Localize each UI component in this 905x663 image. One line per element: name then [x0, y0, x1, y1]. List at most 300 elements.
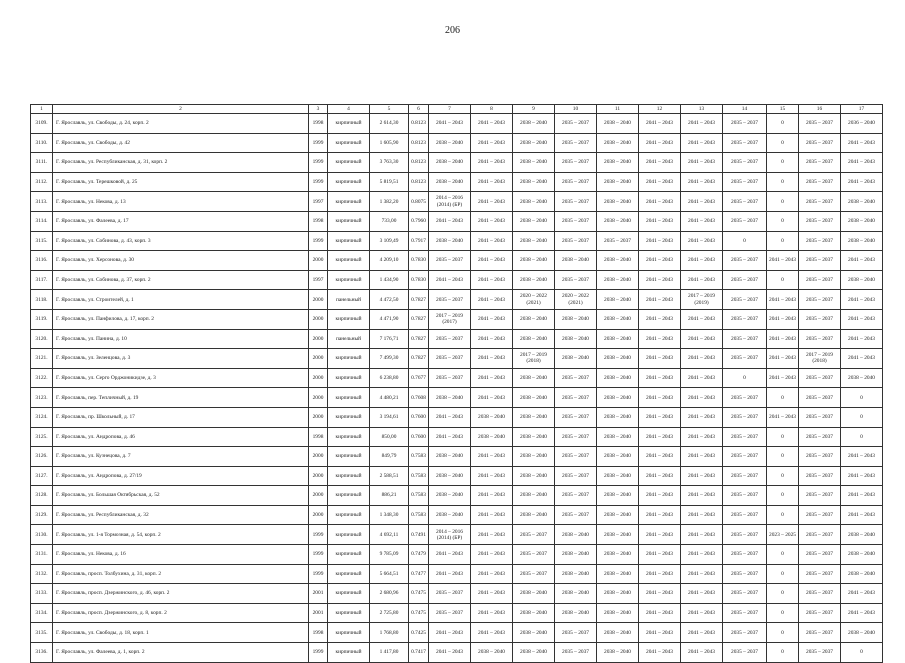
table-cell: 2035 – 2037: [723, 466, 767, 486]
table-cell: 2035 – 2037: [799, 211, 841, 231]
table-cell: 0.7583: [409, 505, 429, 525]
table-row: [31, 329, 883, 349]
table-cell: 2035 – 2037: [555, 486, 597, 506]
column-number-cell: 7: [429, 105, 471, 114]
table-cell: 2035 – 2037: [429, 329, 471, 349]
table-cell: 2041 – 2043: [471, 349, 513, 369]
table-cell: 2041 – 2043: [471, 388, 513, 408]
column-number-cell: 8: [471, 105, 513, 114]
table-row: [31, 349, 883, 369]
table-cell: 2035 – 2037: [429, 368, 471, 388]
table-cell: 0.7475: [409, 584, 429, 604]
table-cell: 2038 – 2040: [597, 211, 639, 231]
address-cell: Г. Ярославль, ул. Серго Орджоникидзе, д. 3: [53, 368, 309, 388]
table-cell: 2035 – 2037: [723, 290, 767, 310]
table-cell: 2035 – 2037: [429, 584, 471, 604]
table-cell: 2038 – 2040: [597, 407, 639, 427]
table-cell: 1999: [309, 643, 328, 663]
table-cell: 2041 – 2043: [639, 349, 681, 369]
table-cell: 2038 – 2040: [513, 114, 555, 134]
table-cell: 2041 – 2043: [429, 407, 471, 427]
table-cell: 2041 – 2043: [639, 329, 681, 349]
table-cell: 2038 – 2040: [597, 525, 639, 545]
table-cell: 2035 – 2037: [723, 584, 767, 604]
table-cell: 2041 – 2043: [681, 172, 723, 192]
address-cell: Г. Ярославль, ул. Свободы, д. 24, корп. 2: [53, 114, 309, 134]
row-number-cell: 3119.: [31, 309, 53, 329]
address-cell: Г. Ярославль, ул. Большая Октябрьская, д. 52: [53, 486, 309, 506]
table-cell: кирпичный: [328, 486, 370, 506]
table-cell: 2041 – 2043: [471, 603, 513, 623]
table-cell: 2 588,51: [370, 466, 409, 486]
table-cell: 2041 – 2043: [639, 211, 681, 231]
table-cell: 2041 – 2043: [681, 192, 723, 212]
address-cell: Г. Ярославль, просп. Дзержинского, д. 46, корп. 2: [53, 584, 309, 604]
address-cell: Г. Ярославль, ул. Панина, д. 10: [53, 329, 309, 349]
column-number-row: [31, 105, 883, 114]
table-cell: 2035 – 2037: [799, 231, 841, 251]
table-cell: 2041 – 2043: [471, 192, 513, 212]
table-cell: 0: [767, 270, 799, 290]
table-cell: 7 499,30: [370, 349, 409, 369]
table-cell: кирпичный: [328, 447, 370, 467]
table-cell: 2035 – 2037: [723, 251, 767, 271]
table-cell: 2041 – 2043: [681, 251, 723, 271]
table-cell: 2035 – 2037: [723, 623, 767, 643]
address-cell: Г. Ярославль, ул. Терешковой, д. 25: [53, 172, 309, 192]
table-cell: 0.8075: [409, 192, 429, 212]
table-cell: 2035 – 2037: [799, 505, 841, 525]
table-cell: 2035 – 2037: [799, 525, 841, 545]
table-cell: 0: [767, 172, 799, 192]
table-cell: 1997: [309, 192, 328, 212]
table-row: [31, 447, 883, 467]
table-cell: 2000: [309, 407, 328, 427]
table-cell: 2035 – 2037: [723, 505, 767, 525]
table-cell: 2038 – 2040: [841, 623, 883, 643]
column-number-cell: 10: [555, 105, 597, 114]
table-row: [31, 427, 883, 447]
table-cell: 2041 – 2043: [639, 505, 681, 525]
table-cell: 2041 – 2043: [471, 584, 513, 604]
table-cell: 0: [767, 153, 799, 173]
table-cell: кирпичный: [328, 153, 370, 173]
table-cell: 2038 – 2040: [841, 270, 883, 290]
table-cell: 2041 – 2043: [767, 309, 799, 329]
table-cell: 2038 – 2040: [597, 153, 639, 173]
table-cell: 2035 – 2037: [555, 368, 597, 388]
table-cell: 0: [767, 486, 799, 506]
table-cell: 2041 – 2043: [471, 486, 513, 506]
table-cell: 0.7600: [409, 427, 429, 447]
table-cell: 2035 – 2037: [555, 388, 597, 408]
table-cell: кирпичный: [328, 231, 370, 251]
table-cell: 2041 – 2043: [639, 153, 681, 173]
table-cell: 2035 – 2037: [799, 407, 841, 427]
table-cell: 2000: [309, 466, 328, 486]
table-cell: 2041 – 2043: [639, 192, 681, 212]
row-number-cell: 3109.: [31, 114, 53, 134]
table-cell: кирпичный: [328, 505, 370, 525]
table-cell: 2035 – 2037: [513, 564, 555, 584]
table-cell: 2 725,80: [370, 603, 409, 623]
table-row: [31, 251, 883, 271]
table-cell: 0.7677: [409, 368, 429, 388]
table-cell: 2038 – 2040: [597, 643, 639, 663]
table-cell: 0.7830: [409, 251, 429, 271]
table-cell: 2038 – 2040: [841, 564, 883, 584]
table-row: [31, 466, 883, 486]
table-row: [31, 270, 883, 290]
table-row: [31, 564, 883, 584]
table-cell: 2035 – 2037: [723, 309, 767, 329]
table-cell: 0.8123: [409, 114, 429, 134]
table-cell: 1999: [309, 564, 328, 584]
table-cell: 2035 – 2037: [597, 231, 639, 251]
table-cell: 1998: [309, 211, 328, 231]
table-cell: 0.7827: [409, 329, 429, 349]
address-cell: Г. Ярославль, ул. Строителей, д. 1: [53, 290, 309, 310]
table-cell: 0: [767, 388, 799, 408]
row-number-cell: 3134.: [31, 603, 53, 623]
table-cell: 2035 – 2037: [799, 329, 841, 349]
column-number-cell: 12: [639, 105, 681, 114]
address-cell: Г. Ярославль, ул. Андропова, д. 27/19: [53, 466, 309, 486]
column-number-cell: 13: [681, 105, 723, 114]
table-row: [31, 192, 883, 212]
table-cell: 2041 – 2043: [841, 309, 883, 329]
table-cell: 2038 – 2040: [555, 564, 597, 584]
table-cell: 2038 – 2040: [555, 603, 597, 623]
row-number-cell: 3117.: [31, 270, 53, 290]
table-cell: 2001: [309, 603, 328, 623]
table-cell: 2041 – 2043: [841, 329, 883, 349]
table-cell: 2041 – 2043: [471, 545, 513, 565]
table-cell: 2041 – 2043: [639, 486, 681, 506]
table-cell: 2038 – 2040: [597, 388, 639, 408]
table-row: [31, 133, 883, 153]
table-cell: 2035 – 2037: [555, 192, 597, 212]
table-cell: 2038 – 2040: [841, 545, 883, 565]
table-row: [31, 368, 883, 388]
row-number-cell: 3122.: [31, 368, 53, 388]
table-cell: кирпичный: [328, 251, 370, 271]
table-cell: 0.7477: [409, 564, 429, 584]
table-cell: 2041 – 2043: [841, 603, 883, 623]
table-cell: 0.7917: [409, 231, 429, 251]
table-cell: 0.7417: [409, 643, 429, 663]
row-number-cell: 3116.: [31, 251, 53, 271]
table-cell: 2038 – 2040: [513, 368, 555, 388]
row-number-cell: 3121.: [31, 349, 53, 369]
table-cell: 0: [767, 466, 799, 486]
table-cell: 2038 – 2040: [471, 427, 513, 447]
table-cell: 2041 – 2043: [471, 133, 513, 153]
table-cell: 0: [841, 643, 883, 663]
table-cell: кирпичный: [328, 368, 370, 388]
table-cell: 0: [767, 231, 799, 251]
table-cell: 2041 – 2043: [681, 133, 723, 153]
table-cell: 2038 – 2040: [429, 231, 471, 251]
table-cell: кирпичный: [328, 525, 370, 545]
table-cell: 2038 – 2040: [429, 172, 471, 192]
column-number-cell: 15: [767, 105, 799, 114]
row-number-cell: 3131.: [31, 545, 53, 565]
table-cell: 2035 – 2037: [799, 368, 841, 388]
table-cell: 2038 – 2040: [513, 309, 555, 329]
table-cell: 2041 – 2043: [639, 427, 681, 447]
table-cell: 2041 – 2043: [639, 251, 681, 271]
table-cell: 2038 – 2040: [597, 486, 639, 506]
row-number-cell: 3120.: [31, 329, 53, 349]
table-cell: 2035 – 2037: [799, 564, 841, 584]
table-cell: 2038 – 2040: [597, 133, 639, 153]
table-cell: 2038 – 2040: [429, 153, 471, 173]
table-cell: 2035 – 2037: [799, 172, 841, 192]
row-number-cell: 3127.: [31, 466, 53, 486]
table-cell: 2041 – 2043: [681, 603, 723, 623]
table-row: [31, 231, 883, 251]
table-cell: 2041 – 2043: [429, 643, 471, 663]
table-cell: 2035 – 2037: [799, 114, 841, 134]
table-cell: 2035 – 2037: [555, 114, 597, 134]
row-number-cell: 3115.: [31, 231, 53, 251]
table-cell: 2041 – 2043: [681, 388, 723, 408]
table-cell: 2035 – 2037: [555, 623, 597, 643]
table-cell: 2035 – 2037: [723, 447, 767, 467]
table-cell: кирпичный: [328, 114, 370, 134]
table-cell: 2035 – 2037: [799, 643, 841, 663]
table-row: [31, 584, 883, 604]
table-row: [31, 643, 883, 663]
table-cell: 2041 – 2043: [841, 447, 883, 467]
table-cell: 2035 – 2037: [723, 172, 767, 192]
table-cell: 0: [841, 388, 883, 408]
address-cell: Г. Ярославль, ул. Республиканская, д. 32: [53, 505, 309, 525]
table-cell: 2014 – 2016 (2014) (БР): [429, 525, 471, 545]
table-cell: 2035 – 2037: [429, 603, 471, 623]
address-cell: Г. Ярославль, ул. Свободы, д. 18, корп. 1: [53, 623, 309, 643]
column-number-cell: 11: [597, 105, 639, 114]
table-cell: 2041 – 2043: [767, 368, 799, 388]
table-cell: 4 480,21: [370, 388, 409, 408]
table-cell: 3 763,30: [370, 153, 409, 173]
address-cell: Г. Ярославль, ул. 1-я Тормозная, д. 54, корп. 2: [53, 525, 309, 545]
table-cell: 2041 – 2043: [767, 329, 799, 349]
table-cell: 2038 – 2040: [841, 525, 883, 545]
table-cell: 0.8123: [409, 153, 429, 173]
table-cell: 2041 – 2043: [639, 270, 681, 290]
row-number-cell: 3133.: [31, 584, 53, 604]
table-cell: 2041 – 2043: [639, 114, 681, 134]
table-cell: 2041 – 2043: [639, 133, 681, 153]
table-cell: 2041 – 2043: [841, 290, 883, 310]
table-cell: 2035 – 2037: [555, 270, 597, 290]
table-cell: 2041 – 2043: [681, 407, 723, 427]
table-cell: 2000: [309, 349, 328, 369]
table-cell: 7 176,71: [370, 329, 409, 349]
table-cell: 2038 – 2040: [555, 525, 597, 545]
table-cell: 2035 – 2037: [555, 466, 597, 486]
table-cell: 0.7960: [409, 211, 429, 231]
table-cell: 1998: [309, 427, 328, 447]
table-cell: 2017 – 2019 (2019): [681, 290, 723, 310]
table-cell: 2000: [309, 505, 328, 525]
table-cell: 2038 – 2040: [513, 427, 555, 447]
table-cell: 0.7583: [409, 447, 429, 467]
table-cell: 2038 – 2040: [597, 329, 639, 349]
table-cell: 2035 – 2037: [723, 192, 767, 212]
table-cell: 2000: [309, 329, 328, 349]
table-cell: 2041 – 2043: [471, 270, 513, 290]
table-cell: 2035 – 2037: [723, 525, 767, 545]
table-cell: 2041 – 2043: [767, 407, 799, 427]
table-cell: 2041 – 2043: [471, 114, 513, 134]
table-row: [31, 407, 883, 427]
table-cell: 2041 – 2043: [681, 584, 723, 604]
table-cell: 2041 – 2043: [681, 564, 723, 584]
table-cell: кирпичный: [328, 270, 370, 290]
table-cell: 2038 – 2040: [513, 505, 555, 525]
table-row: [31, 153, 883, 173]
table-cell: 2038 – 2040: [513, 388, 555, 408]
table-cell: 2038 – 2040: [597, 114, 639, 134]
table-cell: 2035 – 2037: [429, 290, 471, 310]
table-cell: 0: [767, 133, 799, 153]
table-cell: 2041 – 2043: [471, 525, 513, 545]
table-cell: 2035 – 2037: [723, 427, 767, 447]
table-cell: 2038 – 2040: [597, 603, 639, 623]
table-cell: кирпичный: [328, 545, 370, 565]
table-cell: 2041 – 2043: [841, 133, 883, 153]
table-cell: 0.8123: [409, 133, 429, 153]
table-cell: 2035 – 2037: [799, 427, 841, 447]
table-cell: 2041 – 2043: [639, 603, 681, 623]
table-cell: 0: [767, 603, 799, 623]
table-cell: кирпичный: [328, 407, 370, 427]
table-cell: кирпичный: [328, 192, 370, 212]
table-cell: 2038 – 2040: [597, 192, 639, 212]
table-cell: 2036 – 2040: [841, 114, 883, 134]
table-cell: 2035 – 2037: [799, 270, 841, 290]
table-cell: 2038 – 2040: [597, 290, 639, 310]
address-cell: Г. Ярославль, ул. Собинова, д. 43, корп. 3: [53, 231, 309, 251]
table-cell: 1999: [309, 231, 328, 251]
row-number-cell: 3136.: [31, 643, 53, 663]
table-cell: 2000: [309, 486, 328, 506]
table-cell: 2038 – 2040: [597, 427, 639, 447]
table-cell: 2041 – 2043: [639, 368, 681, 388]
table-cell: 2041 – 2043: [639, 231, 681, 251]
table-cell: 0.7830: [409, 270, 429, 290]
table-cell: 2035 – 2037: [799, 133, 841, 153]
table-cell: 3 109,49: [370, 231, 409, 251]
row-number-cell: 3124.: [31, 407, 53, 427]
address-cell: Г. Ярославль, ул. Республиканская, д. 31, корп. 2: [53, 153, 309, 173]
table-cell: кирпичный: [328, 388, 370, 408]
address-cell: Г. Ярославль, ул. Собинова, д. 37, корп. 2: [53, 270, 309, 290]
table-cell: 2041 – 2043: [471, 623, 513, 643]
table-cell: 2038 – 2040: [597, 623, 639, 643]
table-cell: 2038 – 2040: [513, 466, 555, 486]
address-cell: Г. Ярославль, ул. Фалеева, д. 1, корп. 2: [53, 643, 309, 663]
table-cell: 2035 – 2037: [555, 133, 597, 153]
table-cell: 0: [767, 564, 799, 584]
table-cell: 0: [767, 545, 799, 565]
column-number-cell: 5: [370, 105, 409, 114]
table-cell: 2035 – 2037: [799, 192, 841, 212]
table-cell: 0.7600: [409, 407, 429, 427]
table-cell: 0: [767, 623, 799, 643]
table-cell: 2035 – 2037: [555, 231, 597, 251]
row-number-cell: 3135.: [31, 623, 53, 643]
table-cell: 2035 – 2037: [555, 153, 597, 173]
table-cell: 2038 – 2040: [597, 584, 639, 604]
table-cell: 1999: [309, 133, 328, 153]
table-cell: кирпичный: [328, 584, 370, 604]
table-cell: 2035 – 2037: [513, 525, 555, 545]
table-cell: 1999: [309, 172, 328, 192]
table-cell: 2041 – 2043: [471, 172, 513, 192]
table-cell: 2020 – 2022 (2021): [513, 290, 555, 310]
table-cell: 2038 – 2040: [471, 407, 513, 427]
row-number-cell: 3114.: [31, 211, 53, 231]
row-number-cell: 3110.: [31, 133, 53, 153]
table-cell: 2041 – 2043: [639, 388, 681, 408]
table-cell: 2041 – 2043: [841, 349, 883, 369]
table-cell: панельный: [328, 329, 370, 349]
table-cell: 2041 – 2043: [471, 309, 513, 329]
table-cell: 1998: [309, 114, 328, 134]
address-cell: Г. Ярославль, ул. Кузнецова, д. 7: [53, 447, 309, 467]
table-cell: кирпичный: [328, 309, 370, 329]
table-cell: 2041 – 2043: [429, 545, 471, 565]
table-cell: 2041 – 2043: [841, 505, 883, 525]
table-cell: 2035 – 2037: [723, 114, 767, 134]
table-cell: кирпичный: [328, 623, 370, 643]
address-cell: Г. Ярославль, пер. Тепличный, д. 19: [53, 388, 309, 408]
row-number-cell: 3112.: [31, 172, 53, 192]
table-cell: 2035 – 2037: [723, 270, 767, 290]
address-cell: Г. Ярославль, пр. Школьный, д. 17: [53, 407, 309, 427]
row-number-cell: 3129.: [31, 505, 53, 525]
table-cell: 2041 – 2043: [471, 329, 513, 349]
table-cell: 2041 – 2043: [681, 486, 723, 506]
table-cell: 2041 – 2043: [681, 270, 723, 290]
table-cell: 0: [841, 427, 883, 447]
table-cell: 2038 – 2040: [513, 584, 555, 604]
row-number-cell: 3123.: [31, 388, 53, 408]
table-cell: 2041 – 2043: [639, 447, 681, 467]
table-row: [31, 211, 883, 231]
table-cell: 2035 – 2037: [723, 407, 767, 427]
table-cell: 0.7475: [409, 603, 429, 623]
table-cell: 2035 – 2037: [555, 211, 597, 231]
row-number-cell: 3128.: [31, 486, 53, 506]
table-row: [31, 114, 883, 134]
table-cell: 2038 – 2040: [555, 584, 597, 604]
table-cell: 2041 – 2043: [767, 251, 799, 271]
table-cell: 2038 – 2040: [513, 603, 555, 623]
table-cell: 2041 – 2043: [681, 447, 723, 467]
table-cell: 2035 – 2037: [555, 447, 597, 467]
address-cell: Г. Ярославль, ул. Андропова, д. 46: [53, 427, 309, 447]
table-cell: кирпичный: [328, 564, 370, 584]
table-cell: кирпичный: [328, 466, 370, 486]
table-cell: 2035 – 2037: [555, 643, 597, 663]
table-cell: 2041 – 2043: [681, 231, 723, 251]
table-cell: 2017 – 2019 (2018): [513, 349, 555, 369]
